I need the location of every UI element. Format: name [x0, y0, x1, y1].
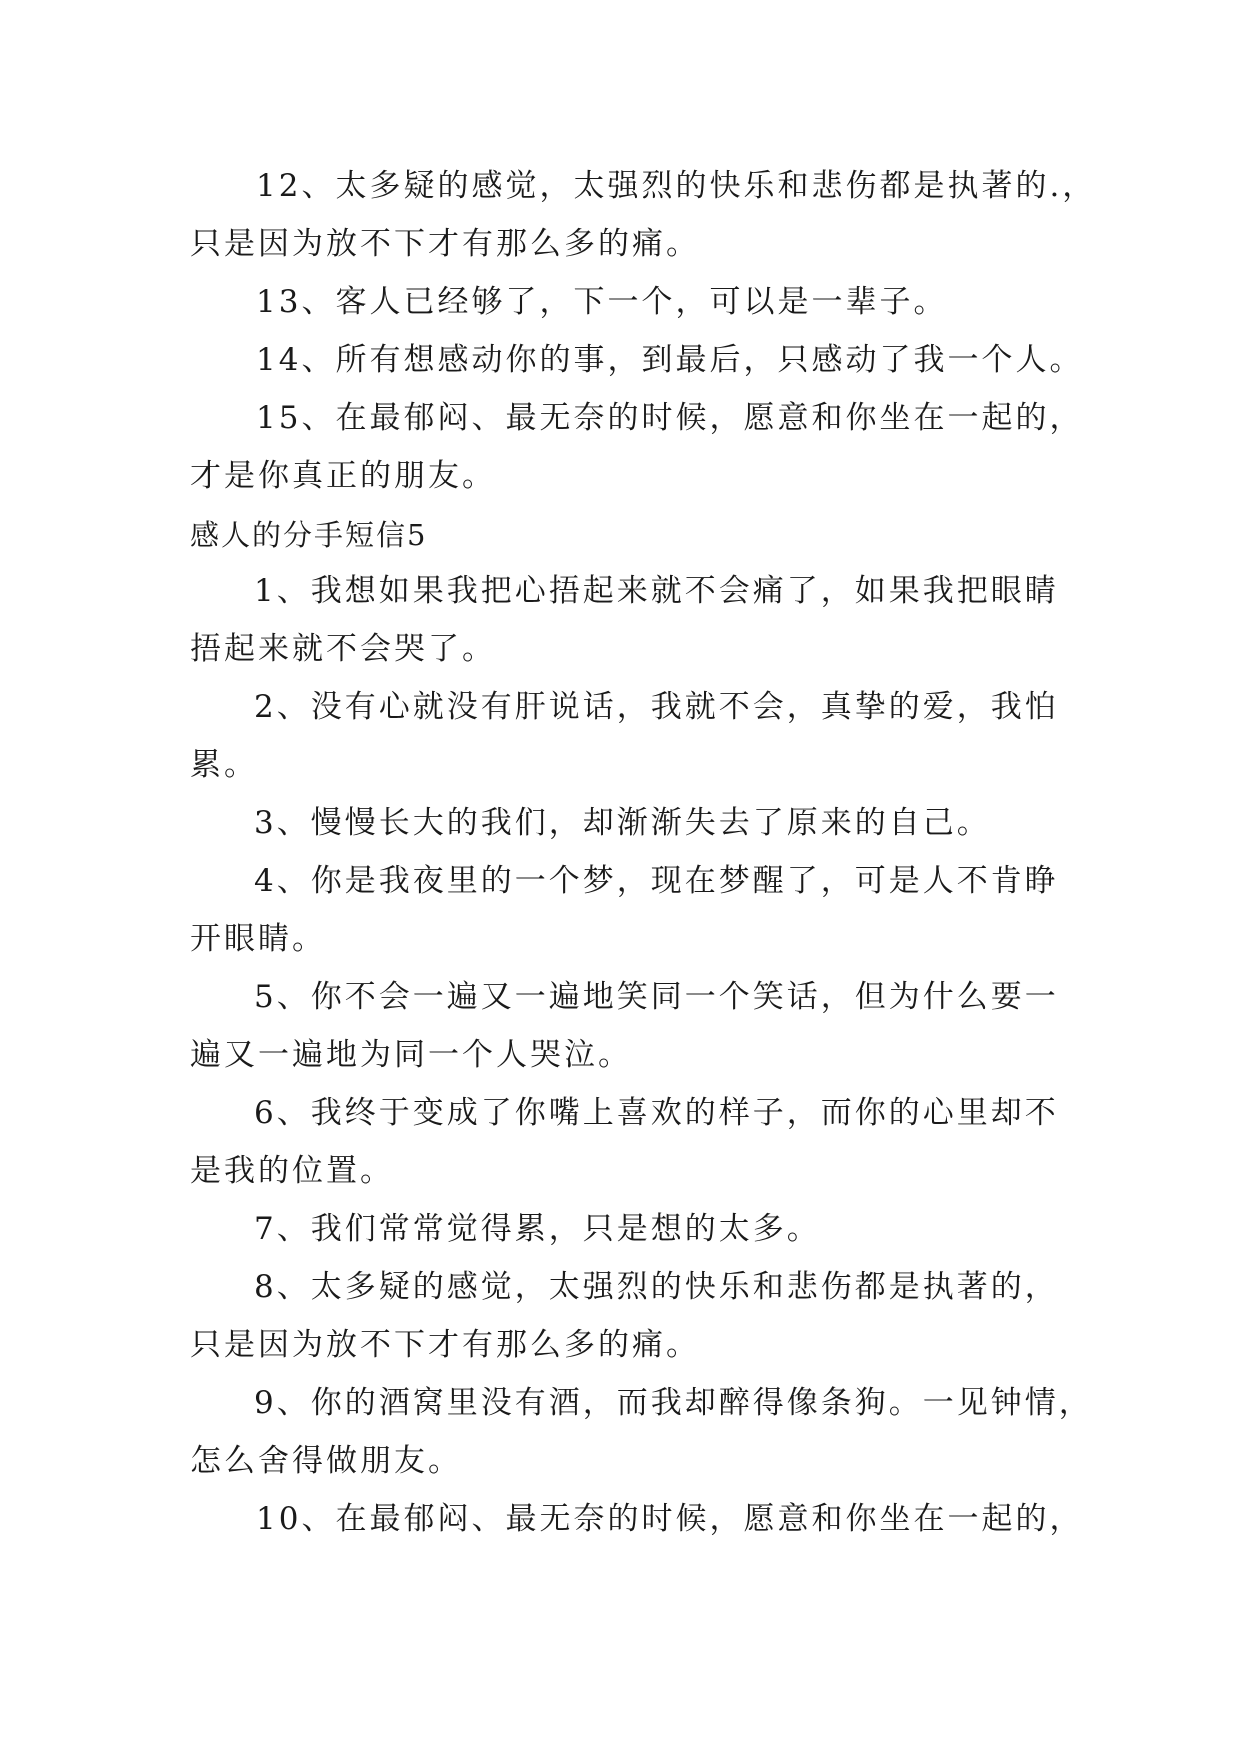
paragraph-line: 开眼睛。 — [190, 921, 326, 957]
paragraph-line: 14、所有想感动你的事，到最后，只感动了我一个人。 — [256, 342, 1084, 378]
paragraph-line: 怎么舍得做朋友。 — [190, 1443, 462, 1479]
paragraph-line: 12、太多疑的感觉，太强烈的快乐和悲伤都是执著的.， — [256, 168, 1097, 204]
paragraph-line: 8、太多疑的感觉，太强烈的快乐和悲伤都是执著的， — [254, 1269, 1059, 1305]
paragraph-line: 3、慢慢长大的我们，却渐渐失去了原来的自己。 — [254, 805, 991, 841]
paragraph-line: 7、我们常常觉得累，只是想的太多。 — [254, 1211, 821, 1247]
paragraph-line: 只是因为放不下才有那么多的痛。 — [190, 226, 700, 262]
paragraph-line: 只是因为放不下才有那么多的痛。 — [190, 1327, 700, 1363]
paragraph-line: 2、没有心就没有肝说话，我就不会，真挚的爱，我怕 — [254, 689, 1059, 725]
paragraph-line: 5、你不会一遍又一遍地笑同一个笑话，但为什么要一 — [254, 979, 1059, 1015]
paragraph-line: 10、在最郁闷、最无奈的时候，愿意和你坐在一起的， — [256, 1501, 1084, 1537]
paragraph-line: 15、在最郁闷、最无奈的时候，愿意和你坐在一起的， — [256, 400, 1084, 436]
paragraph-line: 6、我终于变成了你嘴上喜欢的样子，而你的心里却不 — [254, 1095, 1059, 1131]
paragraph-line: 是我的位置。 — [190, 1153, 394, 1189]
paragraph-line: 遍又一遍地为同一个人哭泣。 — [190, 1037, 632, 1073]
paragraph-line: 才是你真正的朋友。 — [190, 458, 496, 494]
paragraph-line: 累。 — [190, 747, 258, 783]
section-heading: 感人的分手短信5 — [190, 518, 428, 552]
paragraph-line: 4、你是我夜里的一个梦，现在梦醒了，可是人不肯睁 — [254, 863, 1059, 899]
paragraph-line: 13、客人已经够了，下一个，可以是一辈子。 — [256, 284, 948, 320]
paragraph-line: 1、我想如果我把心捂起来就不会痛了，如果我把眼睛 — [254, 573, 1059, 609]
paragraph-line: 9、你的酒窝里没有酒，而我却醉得像条狗。一见钟情， — [254, 1385, 1093, 1421]
paragraph-line: 捂起来就不会哭了。 — [190, 631, 496, 667]
